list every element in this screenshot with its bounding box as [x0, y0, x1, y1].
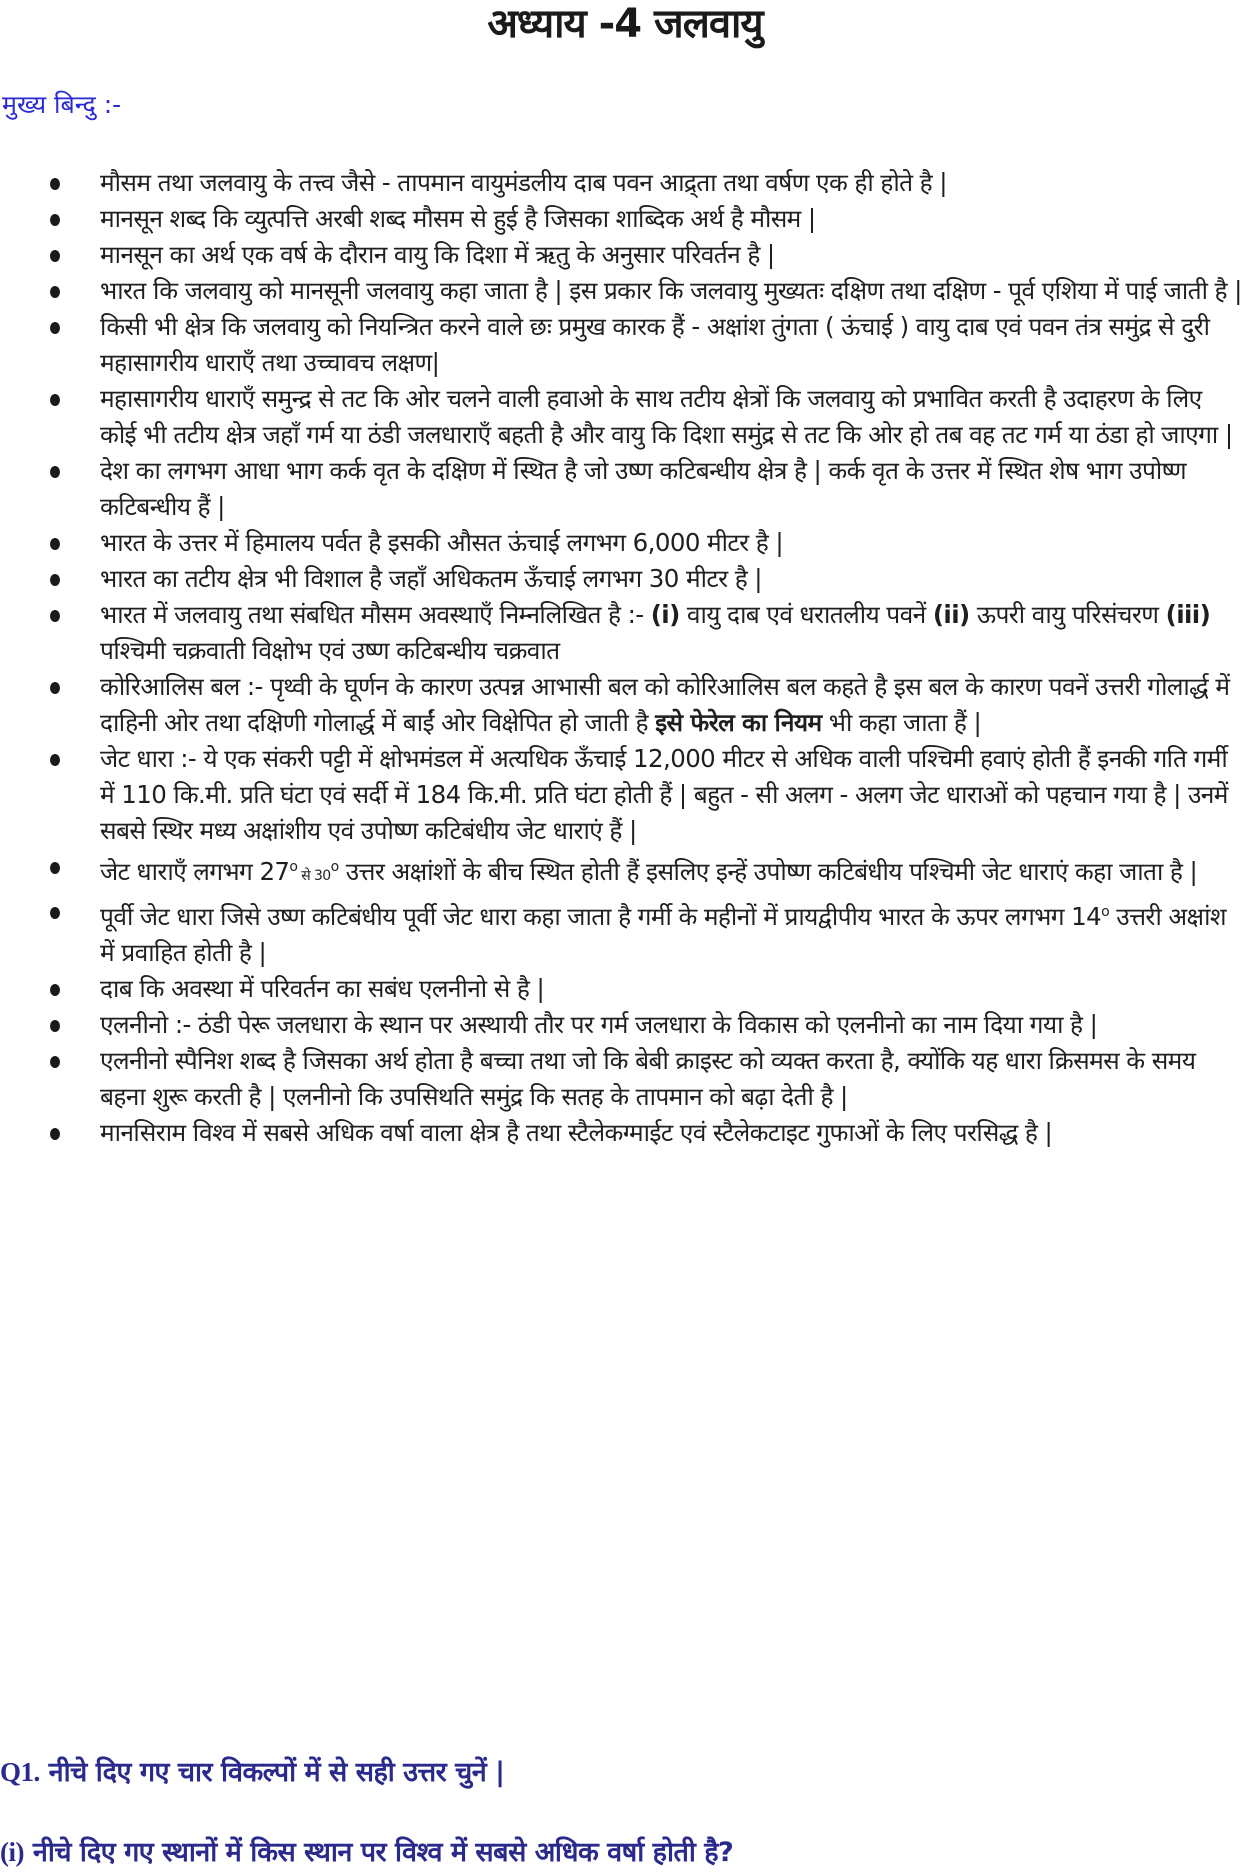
bullet-icon [50, 862, 60, 874]
list-item [0, 1043, 1250, 1115]
question-number: (i) [0, 1837, 24, 1867]
list-item-text: मौसम तथा जलवायु के तत्त्व जैसे - तापमान वायुमंडलीय दाब पवन आद्र्ता तथा वर्षण एक ही होते है | [100, 168, 947, 197]
bullet-icon [50, 286, 60, 298]
list-item [0, 561, 1250, 597]
bullet-icon [50, 1020, 60, 1032]
list-item [0, 669, 1250, 741]
list-item-text: देश का लगभग आधा भाग कर्क वृत के दक्षिण में स्थित है जो उष्ण कटिबन्धीय क्षेत्र है | कर्क वृत के उत्तर में स्थित शेष भाग उपोष्ण कटिबन्धीय हैं | [100, 456, 1187, 521]
degree-symbol: o [330, 859, 339, 875]
question-heading-q1 [0, 1752, 504, 1793]
degree-symbol: o [1101, 904, 1110, 921]
list-item-text: वायु दाब एवं धरातलीय पवनें [679, 600, 933, 629]
list-item-text: पश्चिमी चक्रवाती विक्षोभ एवं उष्ण कटिबन्धीय चक्रवात [100, 636, 560, 665]
list-item-text: भारत के उत्तर में हिमालय पर्वत है इसकी औसत ऊंचाई लगभग 6,000 मीटर है | [100, 528, 784, 557]
question-number: Q1. [0, 1757, 40, 1787]
list-item-text: मानसिराम विश्व में सबसे अधिक वर्षा वाला क्षेत्र है तथा स्टैलेकग्माईट एवं स्टैलेकटाइट गुफाओं के लिए परसिद्ध है | [100, 1118, 1053, 1148]
list-item-text: दाब कि अवस्था में परिवर्तन का सबंध एलनीनो से है | [100, 974, 545, 1004]
list-item-text: किसी भी क्षेत्र कि जलवायु को नियन्त्रित करने वाले छः प्रमुख कारक हैं - अक्षांश तुंगता ( ऊंचाई ) वायु दाब एवं पवन तंत्र समुंद्र से दुरी महासागरीय धाराएँ तथा उच्चावच लक्षण| [100, 312, 1210, 377]
question-text: नीचे दिए गए चार विकल्पों में से सही उत्तर चुनें | [39, 1757, 505, 1788]
bullet-icon [50, 1128, 60, 1140]
list-item-text: मानसून शब्द कि व्युत्पत्ति अरबी शब्द मौसम से हुई है जिसका शाब्दिक अर्थ है मौसम | [100, 204, 816, 233]
emphasized-text: इसे फेरेल का नियम [655, 708, 822, 737]
degree-symbol: o [289, 859, 298, 875]
list-item [0, 201, 1250, 237]
bullet-icon [50, 538, 60, 550]
list-item [0, 237, 1250, 273]
page-title: अध्याय -4 जलवायु [487, 1, 763, 47]
list-item-text: मानसून का अर्थ एक वर्ष के दौरान वायु कि दिशा में ऋतु के अनुसार परिवर्तन है | [100, 240, 775, 269]
list-item [0, 525, 1250, 561]
bullet-icon [50, 394, 60, 406]
enumeration-marker: (iii) [1165, 600, 1211, 629]
bullet-icon [50, 984, 60, 996]
list-item-text: भारत कि जलवायु को मानसूनी जलवायु कहा जाता है | इस प्रकार कि जलवायु मुख्यतः दक्षिण तथा दक्षिण - पूर्व एशिया में पाई जाती है | [100, 276, 1242, 305]
list-item [0, 453, 1250, 525]
bullet-icon [50, 610, 60, 622]
list-item [0, 971, 1250, 1007]
list-item [0, 309, 1250, 381]
bullet-icon [50, 466, 60, 478]
enumeration-marker: (i) [650, 600, 680, 629]
list-item-text: उत्तरी अक्षांश में प्रवाहित होती है | [100, 902, 1226, 968]
list-item-text: भी कहा जाता हैं | [821, 708, 982, 737]
list-item [0, 1115, 1250, 1151]
list-item-text: उत्तर अक्षांशों के बीच स्थित होती हैं इसलिए इन्हें उपोष्ण कटिबंधीय पश्चिमी जेट धाराएं कहा जाता है | [338, 857, 1198, 887]
list-item [0, 381, 1250, 453]
list-item-text: एलनीनो :- ठंडी पेरू जलधारा के स्थान पर अस्थायी तौर पर गर्म जलधारा के विकास को एलनीनो का नाम दिया गया है | [100, 1010, 1098, 1040]
list-item [0, 597, 1250, 669]
list-item [0, 894, 1250, 971]
list-item [0, 165, 1250, 201]
section-label-main-points: मुख्य बिन्दु :- [2, 90, 122, 119]
question-q1-i [0, 1832, 733, 1873]
list-item-text: ऊपरी वायु परिसंचरण [969, 600, 1166, 629]
list-item [0, 741, 1250, 849]
enumeration-marker: (ii) [932, 600, 970, 629]
bullet-icon [50, 907, 60, 919]
main-points-list [0, 165, 1250, 1151]
list-item-text: भारत का तटीय क्षेत्र भी विशाल है जहाँ अधिकतम ऊँचाई लगभग 30 मीटर है | [100, 564, 762, 593]
bullet-icon [50, 250, 60, 262]
list-item-text: कोरिआलिस बल :- पृथ्वी के घूर्णन के कारण उत्पन्न आभासी बल को कोरिआलिस बल कहते है इस बल के कारण पवनें उत्तरी गोलार्द्ध में दाहिनी ओर तथा दक्षिणी गोलार्द्ध में बाईं ओर विक्षेपित हो जाती है [100, 672, 1230, 737]
list-item [0, 273, 1250, 309]
list-item-text: पूर्वी जेट धारा जिसे उष्ण कटिबंधीय पूर्वी जेट धारा कहा जाता है गर्मी के महीनों में प्रायद्वीपीय भारत के ऊपर लगभग 14 [100, 902, 1102, 932]
list-item-text: एलनीनो स्पैनिश शब्द है जिसका अर्थ होता है बच्चा तथा जो कि बेबी क्राइस्ट को व्यक्त करता है, क्योंकि यह धारा क्रिसमस के समय बहना शुरू करती है | एलनीनो कि उपसिथति समुंद्र कि सतह के तापमान को बढ़ा देती है | [100, 1046, 1196, 1112]
bullet-icon [50, 322, 60, 334]
list-item-text: भारत में जलवायु तथा संबधित मौसम अवस्थाएँ निम्नलिखित है :- [100, 600, 651, 629]
bullet-icon [50, 682, 60, 694]
bullet-icon [50, 754, 60, 766]
bullet-icon [50, 214, 60, 226]
list-item-text: जेट धारा :- ये एक संकरी पट्टी में क्षोभमंडल में अत्यधिक ऊँचाई 12,000 मीटर से अधिक वाली पश्चिमी हवाएं होती हैं इनकी गति गर्मी में 110 कि.मी. प्रति घंटा एवं सर्दी में 184 कि.मी. प्रति घंटा होती हैं | बहुत - सी अलग - अलग जेट धाराओं को पहचान गया है | उनमें सबसे स्थिर मध्य अक्षांशीय एवं उपोष्ण कटिबंधीय जेट धाराएं हैं | [100, 744, 1228, 845]
bullet-icon [50, 178, 60, 190]
question-text: नीचे दिए गए स्थानों में किस स्थान पर विश्व में सबसे अधिक वर्षा होती है? [23, 1837, 734, 1868]
list-item [0, 1007, 1250, 1043]
bullet-icon [50, 1056, 60, 1068]
list-item-text: जेट धाराएँ लगभग 27 [100, 857, 290, 887]
list-item [0, 849, 1250, 894]
list-item-text: से 30 [297, 868, 331, 885]
list-item-text: महासागरीय धाराएँ समुन्द्र से तट कि ओर चलने वाली हवाओ के साथ तटीय क्षेत्रों कि जलवायु को प्रभावित करती है उदाहरण के लिए कोई भी तटीय क्षेत्र जहाँ गर्म या ठंडी जलधाराएँ बहती है और वायु कि दिशा समुंद्र से तट कि ओर हो तब वह तट गर्म या ठंडा हो जाएगा | [100, 384, 1233, 449]
bullet-icon [50, 574, 60, 586]
